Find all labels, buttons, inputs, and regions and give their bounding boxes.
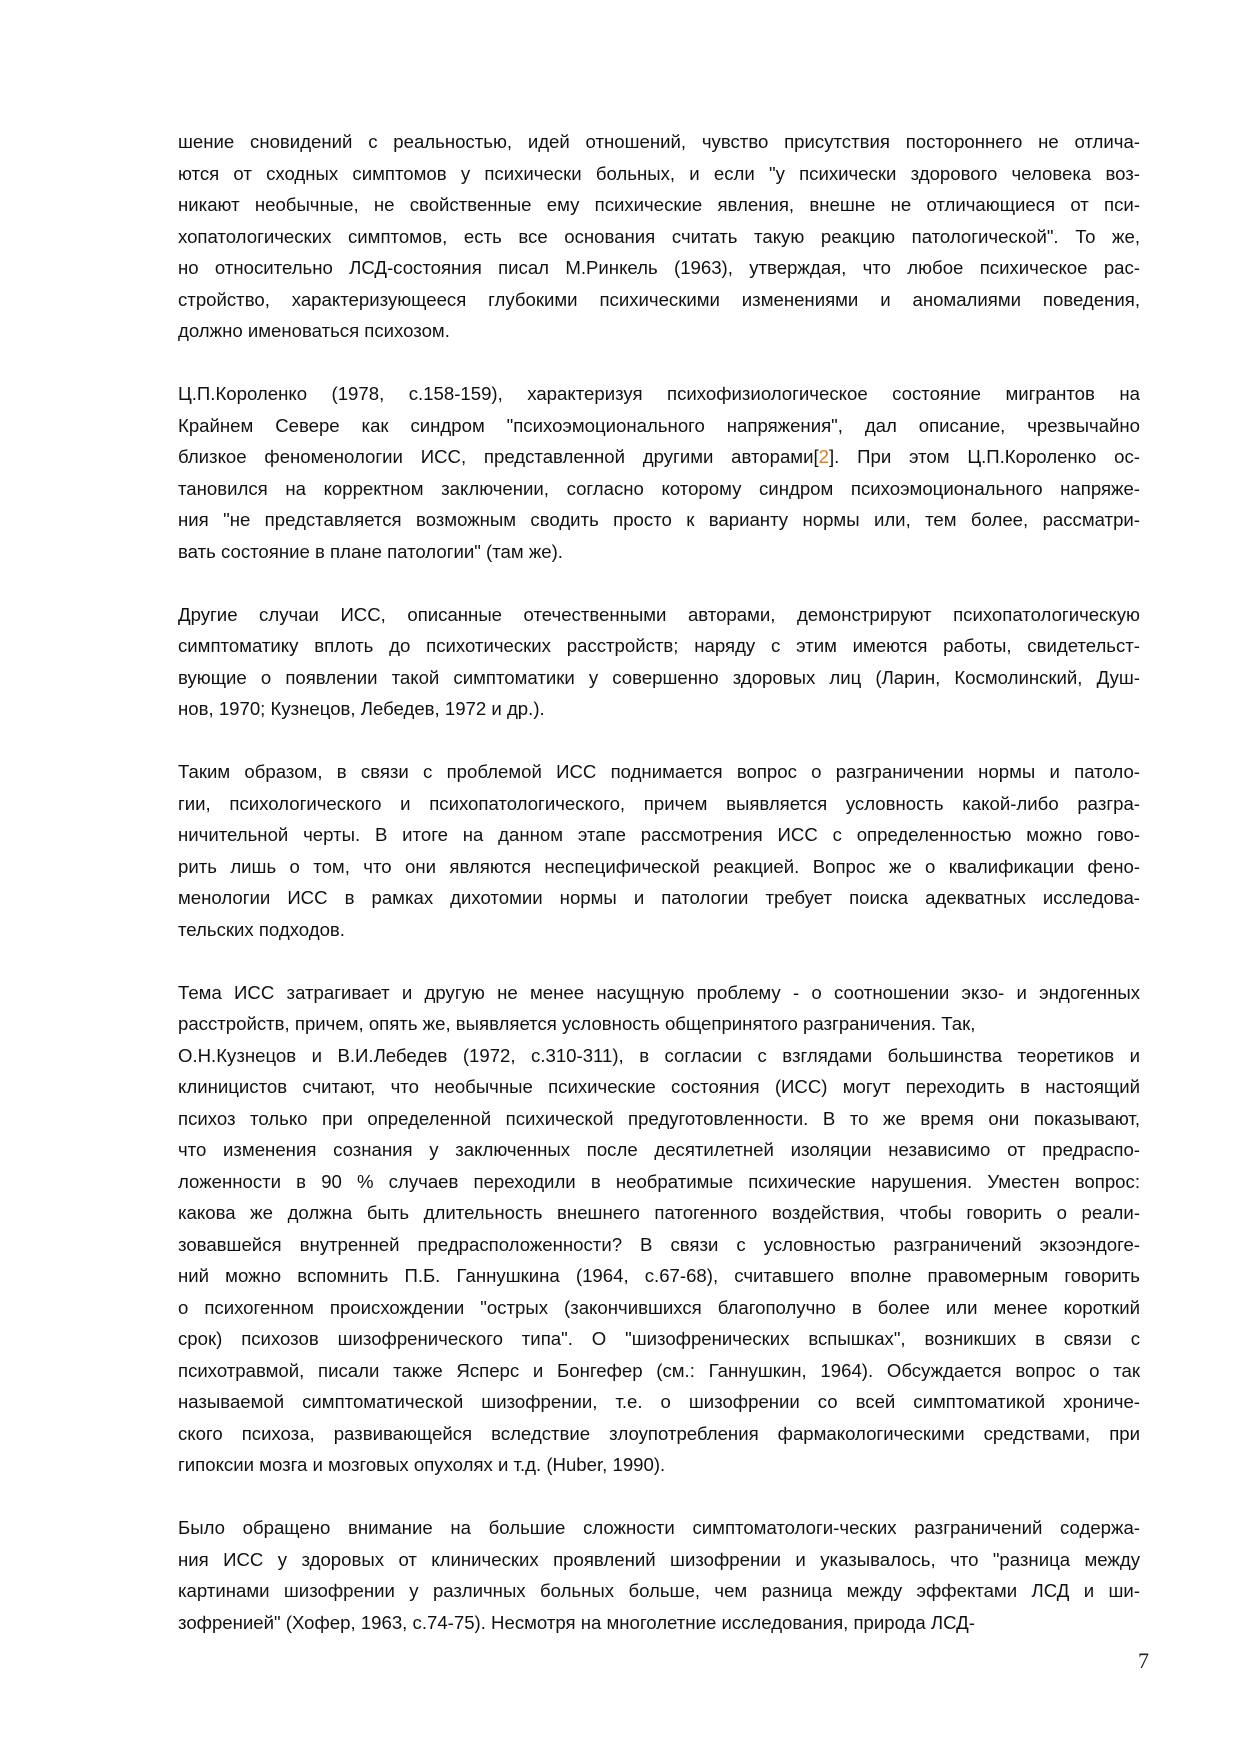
paragraph (178, 977, 1140, 1481)
text-line: симптоматику вплоть до психотических расстройств; наряду с этим имеются работы, свидетельст- (178, 635, 1140, 656)
text-line: психоз только при определенной психической предуготовленности. В то же время они показывают, (178, 1107, 1140, 1129)
text-line: срок) психозов шизофренического типа". О "шизофренических вспышках", возникших в связи с (178, 1328, 1140, 1349)
text-line: Ц.П.Короленко (1978, с.158-159), характеризуя психофизиологическое состояние мигрантов на (178, 383, 1140, 404)
text-line-with-reference (178, 441, 1140, 473)
text-line: рить лишь о том, что они являются неспецифической реакцией. Вопрос же о квалификации фено- (178, 855, 1140, 877)
text-line: Было обращено внимание на большие сложности симптоматологи-ческих разграничений содержа- (178, 1517, 1140, 1538)
text-line: Тема ИСС затрагивает и другую не менее насущную проблему - о соотношении экзо- и эндогенных (178, 981, 1140, 1003)
text-line: но относительно ЛСД-состояния писал М.Ринкель (1963), утверждая, что любое психическое рас- (178, 257, 1140, 278)
text-line: зовавшейся внутренней предрасположенности? В связи с условностью разграничений экзоэндоге- (178, 1233, 1140, 1255)
text-line: хопатологических симптомов, есть все основания считать такую реакцию патологической". То же, (178, 225, 1140, 247)
text-line: вать состояние в плане патологии" (там же). (178, 540, 563, 562)
paragraph (178, 599, 1140, 725)
text-line: гии, психологического и психопатологического, причем выявляется условность какой-либо разгра- (178, 792, 1140, 814)
paragraph (178, 378, 1140, 567)
text-line: шение сновидений с реальностью, идей отношений, чувство присутствия постороннего не отлича- (178, 131, 1140, 152)
document-body (178, 126, 1140, 1670)
text-line: клиницистов считают, что необычные психические состояния (ИСС) могут переходить в настоящий (178, 1076, 1140, 1097)
text-line: менологии ИСС в рамках дихотомии нормы и патологии требует поиска адекватных исследова- (178, 887, 1140, 908)
text-line: никают необычные, не свойственные ему психические явления, внешне не отличающиеся от пси- (178, 194, 1140, 215)
text-line: зофренией" (Хофер, 1963, с.74-75). Несмотря на многолетние исследования, природа ЛСД- (178, 1611, 975, 1633)
text-line: ния ИСС у здоровых от клинических проявлений шизофрении и указывалось, что "разница между (178, 1548, 1140, 1570)
text-line: ского психоза, развивающейся вследствие злоупотребления фармакологическими средствами, при (178, 1422, 1140, 1444)
text-line: Крайнем Севере как синдром "психоэмоционального напряжения", дал описание, чрезвычайно (178, 414, 1140, 436)
text-fragment: ]. При этом Ц.П.Короленко ос- (829, 446, 1141, 467)
text-line: что изменения сознания у заключенных после десятилетней изоляции независимо от предраспо- (178, 1139, 1140, 1160)
text-fragment: близкое феноменологии ИСС, представленной другими авторами[ (178, 446, 819, 467)
text-line: о психогенном происхождении "острых (закончившихся благополучно в более или менее короткий (178, 1296, 1140, 1318)
text-line: ложенности в 90 % случаев переходили в необратимые психические нарушения. Уместен вопрос: (178, 1170, 1140, 1192)
text-line: нов, 1970; Кузнецов, Лебедев, 1972 и др.). (178, 698, 545, 719)
text-line: ничительной черты. В итоге на данном этапе рассмотрения ИСС с определенностью можно гово- (178, 824, 1140, 845)
text-line: стройство, характеризующееся глубокими психическими изменениями и аномалиями поведения, (178, 288, 1140, 310)
text-line: ния "не представляется возможным сводить просто к варианту нормы или, тем более, рассматри- (178, 509, 1140, 530)
text-line: расстройств, причем, опять же, выявляется условность общепринятого разграничения. Так, (178, 1013, 976, 1034)
text-line: картинами шизофрении у различных больных больше, чем разница между эффектами ЛСД и ши- (178, 1580, 1140, 1601)
text-line: тановился на корректном заключении, согласно которому синдром психоэмоционального напряже- (178, 477, 1140, 499)
text-line: ний можно вспомнить П.Б. Ганнушкина (1964, с.67-68), считавшего вполне правомерным говорить (178, 1265, 1140, 1286)
text-line: гипоксии мозга и мозговых опухолях и т.д. (Huber, 1990). (178, 1454, 666, 1475)
text-line: ются от сходных симптомов у психически больных, и если "у психически здорового человека воз- (178, 162, 1140, 184)
paragraph (178, 756, 1140, 945)
footnote-reference-link[interactable]: 2 (818, 446, 829, 467)
text-line: тельских подходов. (178, 918, 345, 940)
text-line: психотравмой, писали также Ясперс и Бонгефер (см.: Ганнушкин, 1964). Обсуждается вопрос о так (178, 1359, 1140, 1381)
paragraph (178, 126, 1140, 347)
page-number: 7 (1138, 1648, 1149, 1673)
text-line: Другие случаи ИСС, описанные отечественными авторами, демонстрируют психопатологическую (178, 603, 1140, 625)
text-line: вующие о появлении такой симптоматики у совершенно здоровых лиц (Ларин, Космолинский, Душ- (178, 666, 1140, 688)
text-line: должно именоваться психозом. (178, 320, 450, 341)
text-line: О.Н.Кузнецов и В.И.Лебедев (1972, с.310-311), в согласии с взглядами большинства теоретиков и (178, 1044, 1140, 1066)
text-line: называемой симптоматической шизофрении, т.е. о шизофрении со всей симптоматикой хрониче- (178, 1391, 1140, 1412)
text-line: Таким образом, в связи с проблемой ИСС поднимается вопрос о разграничении нормы и патоло- (178, 761, 1140, 782)
paragraph (178, 1512, 1140, 1638)
text-line: какова же должна быть длительность внешнего патогенного воздействия, чтобы говорить о реали- (178, 1202, 1140, 1223)
